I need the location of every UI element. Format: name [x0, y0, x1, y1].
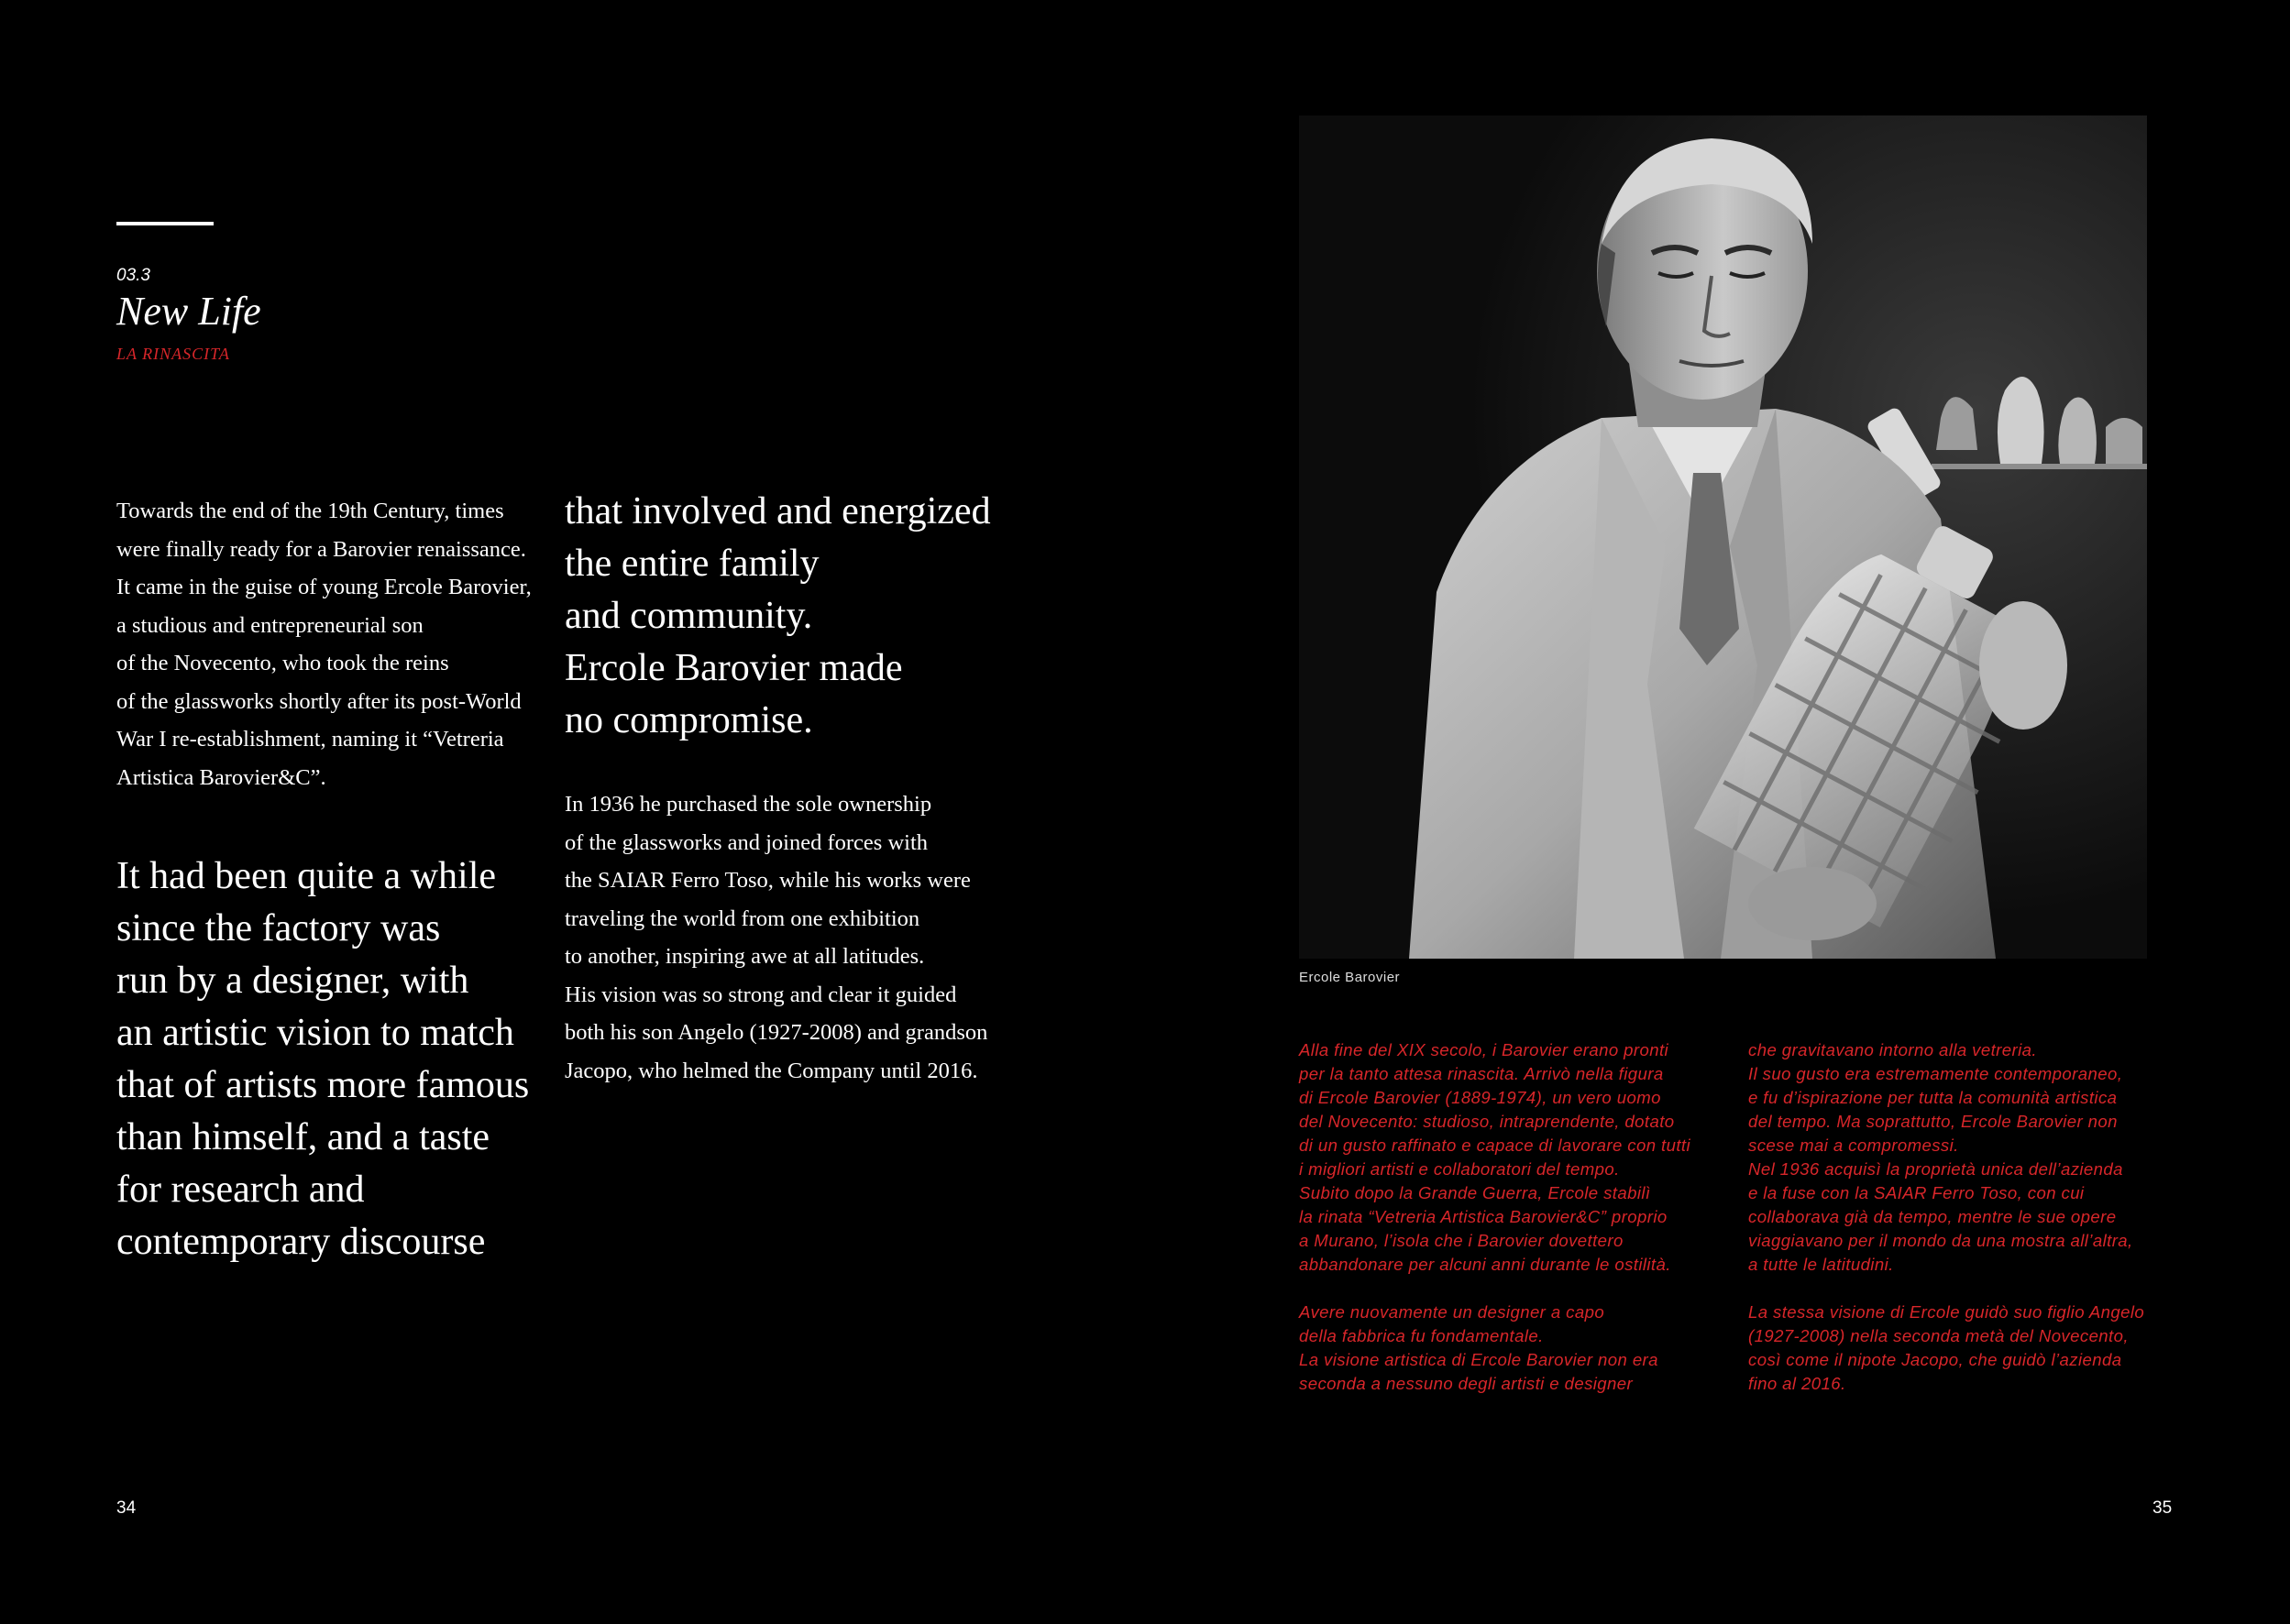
pull-quote-part-2: that involved and energized the entire family and community. Ercole Barovier made no compromise.: [565, 490, 991, 741]
page-number-right: 35: [2152, 1498, 2173, 1518]
photo-caption: Ercole Barovier: [1299, 970, 1401, 985]
section-number: 03.3: [116, 266, 150, 285]
italian-column-2-paragraph-1: che gravitavano intorno alla vetreria. Il suo gusto era estremamente contemporaneo, e fu d’ispirazione per tutta la comunità artistica del tempo. Ma soprattutto, Ercole Barovier non scese mai a compromessi. Nel 1936 acquisì la proprietà unica dell’azienda e la fuse con la SAIAR Ferro Toso, con cui collaborava già da tempo, mentre le sue opere viaggiavano per il mondo da una mostra all’altra, a tutte le latitudini.: [1748, 1040, 2133, 1274]
section-subtitle: LA RINASCITA: [116, 345, 230, 363]
page-number-left: 34: [116, 1498, 137, 1518]
portrait-photo: [1299, 115, 2147, 959]
pull-quote-part-1: It had been quite a while since the factory was run by a designer, with an artistic vision to match that of artists more famous than himself, and a taste for research and contemporary discourse: [116, 855, 530, 1263]
portrait-illustration: [1299, 115, 2147, 959]
italian-column-1-paragraph-1: Alla fine del XIX secolo, i Barovier erano pronti per la tanto attesa rinascita. Arrivò nella figura di Ercole Barovier (1889-1974), un vero uomo del Novecento: studioso, intraprendente, dotato di un gusto raffinato e capace di lavorare con tutti i migliori artisti e collaboratori del tempo. Subito dopo la Grande Guerra, Ercole stabilì la rinata “Vetreria Artistica Barovier&C” proprio a Murano, l’isola che i Barovier dovettero abbandonare per alcuni anni durante le ostilità.: [1299, 1040, 1691, 1274]
section-title: New Life: [116, 289, 261, 334]
intro-paragraph: Towards the end of the 19th Century, times were finally ready for a Barovier renaissance. It came in the guise of young Ercole Barovier, a studious and entrepreneurial son of the Novecento, who took the reins of the glassworks shortly after its post-World War I re-establishment, naming it “Vetreria Artistica Barovier&C”.: [116, 499, 532, 790]
section-rule: [116, 222, 214, 225]
italian-column-2-paragraph-2: La stessa visione di Ercole guidò suo figlio Angelo (1927-2008) nella seconda metà del Novecento, così come il nipote Jacopo, che guidò l’azienda fino al 2016.: [1748, 1302, 2145, 1393]
second-paragraph: In 1936 he purchased the sole ownership of the glassworks and joined forces with the SAIAR Ferro Toso, while his works were traveling the world from one exhibition to another, inspiring awe at all latitudes. His vision was so strong and clear it guided both his son Angelo (1927-2008) and grandson Jacopo, who helmed the Company until 2016.: [565, 792, 988, 1083]
italian-column-1-paragraph-2: Avere nuovamente un designer a capo della fabbrica fu fondamentale. La visione artistica di Ercole Barovier non era seconda a nessuno degli artisti e designer: [1299, 1302, 1658, 1393]
